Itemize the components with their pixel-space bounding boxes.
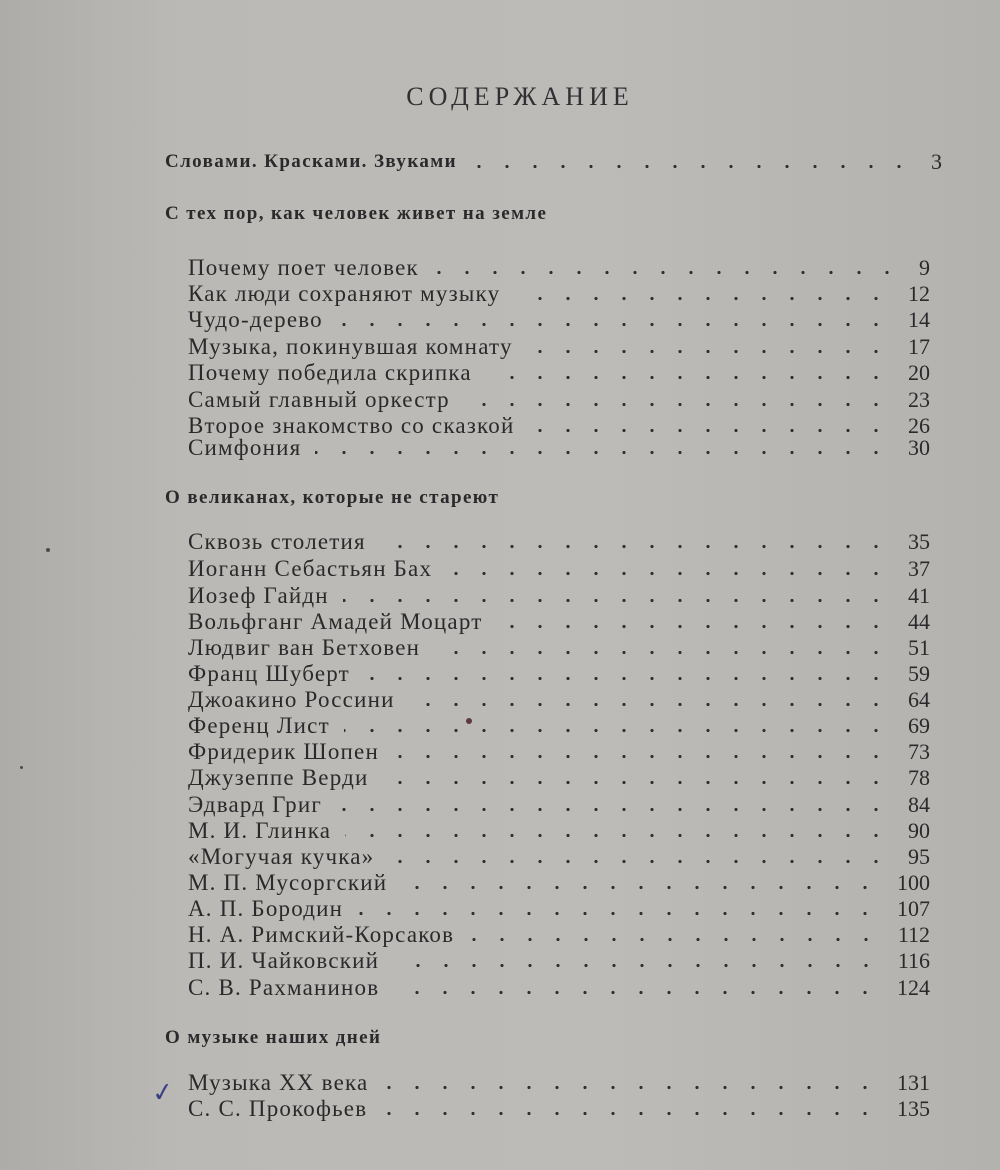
toc-entry-label: Почему поет человек [188, 255, 419, 280]
dot-leader [433, 270, 901, 275]
toc-entry [0, 974, 1000, 1002]
dot-leader [393, 754, 890, 759]
toc-page-number: 78 [908, 765, 930, 790]
toc-entry-label: Людвиг ван Бетховен [188, 635, 421, 660]
toc-entry [0, 791, 1000, 819]
toc-page-number: 90 [908, 818, 930, 843]
toc-entry-label: Музыка, покинувшая комнату [188, 334, 513, 359]
dot-leader [446, 571, 890, 576]
toc-entry-label: Франц Шуберт [188, 661, 350, 686]
toc-entry-label: П. И. Чайковский [188, 948, 380, 973]
dot-leader [401, 885, 879, 890]
toc-page-number: 41 [908, 583, 930, 608]
toc-page-number: 64 [908, 687, 930, 712]
toc-entry [0, 359, 1000, 387]
toc-page-number: 107 [897, 896, 930, 921]
toc-entry-label: Самый главный оркестр [188, 387, 450, 412]
dot-leader [514, 296, 890, 301]
toc-entry [0, 895, 1000, 923]
toc-entry-label: Иоганн Себастьян Бах [188, 556, 433, 581]
toc-entry-label: С. В. Рахманинов [188, 975, 380, 1000]
dot-leader [336, 807, 890, 812]
toc-page-number: 23 [908, 387, 930, 412]
dot-leader [357, 911, 879, 916]
toc-entry [0, 843, 1000, 871]
dot-leader [380, 544, 890, 549]
toc-entry-label: М. П. Мусоргский [188, 870, 388, 895]
toc-entry [0, 254, 1000, 282]
dot-leader [468, 937, 880, 942]
dot-leader [528, 428, 890, 433]
dot-leader [383, 780, 890, 785]
dot-leader [344, 728, 890, 733]
toc-entry-label: Н. А. Римский-Корсаков [188, 922, 455, 947]
toc-entry-label: Джоакино Россини [188, 687, 395, 712]
dot-leader [409, 702, 890, 707]
toc-section-title: О музыке наших дней [165, 1027, 382, 1048]
page-title: СОДЕРЖАНИЕ [406, 82, 634, 111]
toc-page-number: 84 [908, 792, 930, 817]
dot-leader [364, 676, 890, 681]
toc-entry-label: Симфония [188, 435, 302, 460]
dot-leader [486, 375, 890, 380]
toc-page-number: 26 [908, 413, 930, 438]
toc-entry [0, 582, 1000, 610]
toc-entry-label: Как люди сохраняют музыку [188, 281, 501, 306]
toc-entry [0, 528, 1000, 556]
dot-leader [434, 650, 890, 655]
toc-page-number: 95 [908, 844, 930, 869]
toc-entry [0, 333, 1000, 361]
toc-entry [0, 434, 1000, 462]
toc-page-number: 3 [931, 149, 942, 174]
toc-entry [0, 712, 1000, 740]
toc-entry [0, 660, 1000, 688]
toc-section-title: С тех пор, как человек живет на земле [165, 203, 548, 224]
dot-leader [345, 833, 890, 838]
dot-leader [343, 598, 890, 603]
dot-leader [393, 990, 879, 995]
toc-section [0, 1024, 1000, 1052]
toc-entry-label: Иозеф Гайдн [188, 583, 329, 608]
toc-page-number: 17 [908, 334, 930, 359]
toc-entry-label: С. С. Прокофьев [188, 1096, 368, 1121]
toc-entry [0, 738, 1000, 766]
toc-entry [0, 555, 1000, 583]
dot-leader [382, 1085, 879, 1090]
toc-entry-label: Вольфганг Амадей Моцарт [188, 609, 483, 634]
toc-entry-label: «Могучая кучка» [188, 844, 375, 869]
toc-entry [0, 764, 1000, 792]
toc-page-number: 124 [897, 975, 930, 1000]
toc-entry [0, 869, 1000, 897]
ink-speck [46, 548, 50, 552]
dot-leader [315, 450, 890, 455]
toc-page-number: 112 [897, 922, 930, 947]
dot-leader [527, 349, 890, 354]
toc-page-number: 116 [897, 948, 930, 973]
toc-entry [0, 386, 1000, 414]
ink-speck [20, 766, 23, 769]
dot-leader [388, 859, 890, 864]
dot-leader [337, 322, 890, 327]
toc-entry-label: Джузеппе Верди [188, 765, 369, 790]
toc-page-number: 69 [908, 713, 930, 738]
dot-leader [464, 402, 890, 407]
toc-entry-label: Эдвард Григ [188, 792, 323, 817]
toc-page-number: 30 [908, 435, 930, 460]
toc-entry-label: Чудо-дерево [188, 307, 323, 332]
toc-entry [0, 686, 1000, 714]
toc-entry-label: Сквозь столетия [188, 529, 366, 554]
toc-page-number: 44 [908, 609, 930, 634]
toc-page-number: 51 [908, 635, 930, 660]
toc-entry [0, 306, 1000, 334]
toc-section-title: О великанах, которые не стареют [165, 487, 500, 508]
toc-page-number: 12 [908, 281, 930, 306]
ink-speck [466, 718, 472, 724]
dot-leader [393, 963, 880, 968]
toc-page-number: 14 [908, 307, 930, 332]
toc-entry-label: А. П. Бородин [188, 896, 344, 921]
toc-page-number: 135 [897, 1096, 930, 1121]
toc-entry-label: Фридерик Шопен [188, 739, 379, 764]
toc-page-number: 37 [908, 556, 930, 581]
toc-entry [0, 1095, 1000, 1123]
toc-page-number: 20 [908, 360, 930, 385]
toc-entry [0, 280, 1000, 308]
toc-page-number: 100 [897, 870, 930, 895]
toc-entry-label: М. И. Глинка [188, 818, 332, 843]
toc-page-number: 131 [897, 1070, 930, 1095]
toc-page-number: 73 [908, 739, 930, 764]
toc-entry [0, 608, 1000, 636]
toc-page-number: 59 [908, 661, 930, 686]
toc-entry [0, 817, 1000, 845]
dot-leader [471, 164, 913, 169]
toc-page-number: 35 [908, 529, 930, 554]
toc-entry [0, 634, 1000, 662]
toc-entry-label: Второе знакомство со сказкой [188, 413, 515, 438]
toc-section-title: Словами. Красками. Звуками [165, 151, 457, 172]
toc-entry-label: Ференц Лист [188, 713, 330, 738]
toc-entry [0, 921, 1000, 949]
toc-section [0, 484, 1000, 512]
dot-leader [381, 1111, 879, 1116]
toc-entry [0, 947, 1000, 975]
toc-entry-label: Музыка XX века [188, 1070, 369, 1095]
toc-section [0, 200, 1000, 228]
toc-page-number: 9 [919, 255, 930, 280]
dot-leader [496, 624, 890, 629]
toc-section [0, 148, 1000, 176]
checkmark-icon: ✓ [150, 1076, 176, 1109]
toc-entry-label: Почему победила скрипка [188, 360, 472, 385]
